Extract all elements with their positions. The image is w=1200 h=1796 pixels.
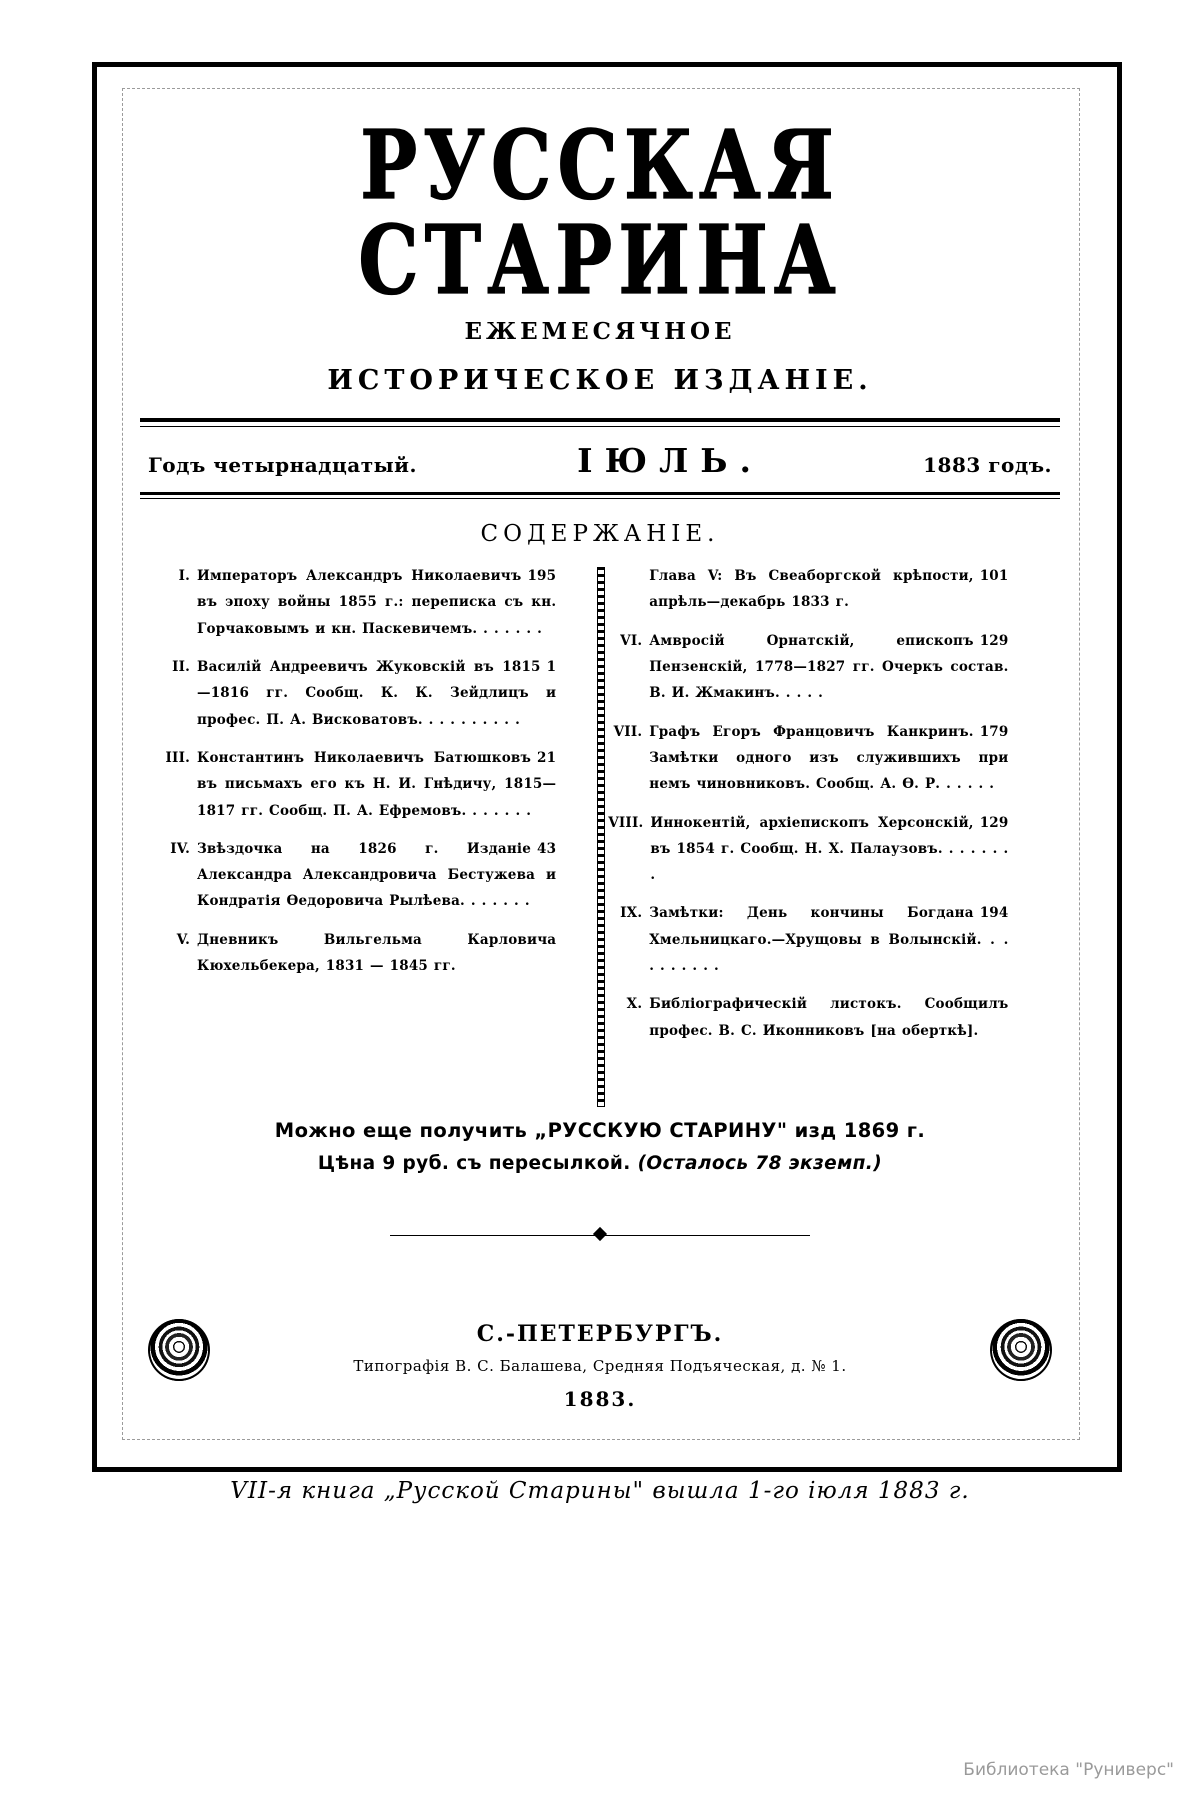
issue-date: 1883 годъ. [923, 453, 1052, 477]
toc-entry-number: VIII. [608, 814, 644, 831]
publisher-seal-left-icon [148, 1319, 210, 1381]
toc-entry [156, 836, 556, 915]
issue-release-note: VII-я книга „Русской Старины" вышла 1-го iюля 1883 г. [230, 1478, 970, 1504]
toc-entry [608, 810, 1008, 889]
toc-entry [608, 563, 1008, 616]
toc-entry [156, 563, 556, 642]
publisher-seal-right-icon [990, 1319, 1052, 1381]
toc-entry-text: Амвросiй Орнатскiй, епископъ Пензенскiй, 1778—1827 гг. Очеркъ состав. В. И. Жмакинъ. . . . . [649, 632, 1009, 702]
toc-entry-text: Графъ Егоръ Францовичъ Канкринъ. Замѣтки одного изъ служившихъ при немъ чиновниковъ. Сообщ. А. Ѳ. Р. . . . . . [649, 723, 1009, 793]
toc-entry-text: Дневникъ Вильгельма Карловича Кюхельбекера, 1831 — 1845 гг. [197, 931, 557, 975]
toc-entry-text: Замѣтки: День кончины Богдана Хмельницкаго.—Хрущовы в Волынскiй. . . . . . . . . . [649, 905, 1009, 975]
toc-entry-title [649, 991, 1008, 1044]
toc-entry-text: Василiй Андреевичъ Жуковскiй въ 1815—1816 гг. Сообщ. К. К. Зейдлицъ и профес. П. А. Висковатовъ. . . . . . . . . . [197, 658, 557, 728]
toc-entry-number: VII. [613, 723, 643, 740]
table-of-contents [140, 563, 1060, 1056]
imprint-block [140, 1321, 1060, 1411]
notice-remaining: (Осталось 78 экземп.) [637, 1153, 883, 1175]
journal-subtitle-type: ИСТОРИЧЕСКОЕ ИЗДАНIЕ. [327, 365, 873, 396]
toc-entry-page: 194 [979, 905, 1009, 922]
toc-entry [608, 900, 1008, 979]
toc-entry-title [197, 745, 556, 824]
issue-month: IЮЛЬ. [577, 441, 763, 480]
imprint-printer: Типографiя В. С. Балашева, Средняя Подъяческая, д. № 1. [353, 1356, 847, 1375]
toc-entry-title [649, 628, 1008, 707]
divider-issue-2 [140, 498, 1060, 499]
toc-entry-title [197, 654, 556, 733]
toc-entry-title [649, 563, 1008, 616]
toc-entry-page: 195 [527, 568, 557, 584]
toc-column-right [582, 563, 1008, 1056]
toc-entry-text: Библiографическiй листокъ. Сообщилъ профес. В. С. Иконниковъ [на оберткѣ]. [649, 996, 1009, 1039]
ornament-divider [390, 1229, 810, 1243]
notice-price: Цѣна 9 руб. съ пересылкой. [317, 1153, 631, 1175]
toc-entry-page: 129 [979, 632, 1009, 649]
toc-entry-text: Императоръ Александръ Николаевичъ въ эпоху войны 1855 г.: переписка съ кн. Горчаковымъ и кн. Паскевичемъ. . . . . . . [197, 568, 557, 637]
journal-subtitle-frequency: ЕЖЕМЕСЯЧНОЕ [464, 318, 736, 345]
toc-entry-number: III. [165, 749, 190, 766]
page-content [140, 100, 1060, 1430]
toc-entry-page: 101 [979, 568, 1009, 584]
toc-entry-page: 129 [979, 814, 1009, 831]
toc-entry-text: Звѣздочка на 1826 г. Изданiе Александра Александровича Бестужева и Кондратiя Ѳедоровича Рылѣева. . . . . . . [197, 840, 557, 910]
toc-entry [608, 628, 1008, 707]
imprint-year: 1883. [563, 1386, 637, 1411]
toc-entry [608, 719, 1008, 798]
toc-entry-page: 179 [979, 723, 1009, 740]
toc-entry-number: IX. [620, 905, 643, 922]
toc-entry-page: 43 [537, 840, 557, 857]
toc-entry-title [649, 900, 1008, 979]
toc-entry [156, 654, 556, 733]
toc-entry-text: Иннокентiй, архiепископъ Херсонскiй, въ 1854 г. Сообщ. Н. Х. Палаузовъ. . . . . . . . [650, 814, 1009, 884]
toc-entry-number: V. [176, 931, 190, 948]
journal-title: РУССКАЯ СТАРИНА [358, 109, 842, 316]
issue-year-label: Годъ четырнадцатый. [148, 453, 417, 477]
notice-line-2 [140, 1148, 1060, 1180]
toc-column-left [156, 563, 582, 1056]
toc-entry-title [650, 810, 1008, 889]
divider-top [140, 418, 1060, 427]
toc-entry-page: 21 [537, 749, 557, 766]
toc-entry-text: Константинъ Николаевичъ Батюшковъ въ письмахъ его къ Н. И. Гнѣдичу, 1815—1817 гг. Сообщ. П. А. Ефремовъ. . . . . . . [197, 749, 557, 819]
toc-entry-number: I. [178, 568, 190, 584]
toc-heading: СОДЕРЖАНIЕ. [480, 521, 720, 547]
toc-entry-number: VI. [620, 632, 643, 649]
notice-line-1: Можно еще получить „РУССКУЮ СТАРИНУ" изд 1869 г. [274, 1119, 926, 1142]
diamond-icon [593, 1226, 607, 1240]
toc-entry-title [197, 836, 556, 915]
toc-entry-text: Глава V: Въ Свеаборгской крѣпости, апрѣль—декабрь 1833 г. [649, 568, 974, 611]
toc-entry-number: II. [172, 658, 190, 675]
toc-entry [156, 927, 556, 980]
toc-entry-title [649, 719, 1008, 798]
issue-line [140, 427, 1060, 492]
toc-entry [156, 745, 556, 824]
toc-entry-title [197, 563, 556, 642]
toc-entry [608, 991, 1008, 1044]
back-issue-notice [140, 1114, 1060, 1181]
toc-entry-number: X. [626, 996, 643, 1013]
toc-entry-number: IV. [170, 840, 190, 857]
toc-entry-title [197, 927, 556, 980]
divider-issue [140, 492, 1060, 495]
toc-entry-page: 1 [546, 658, 557, 675]
toc-column-divider [597, 567, 605, 1107]
library-watermark: Библиотека "Руниверс" [963, 1760, 1174, 1780]
toc-entry-number [608, 563, 649, 616]
imprint-city: С.-ПЕТЕРБУРГЪ. [476, 1320, 724, 1347]
